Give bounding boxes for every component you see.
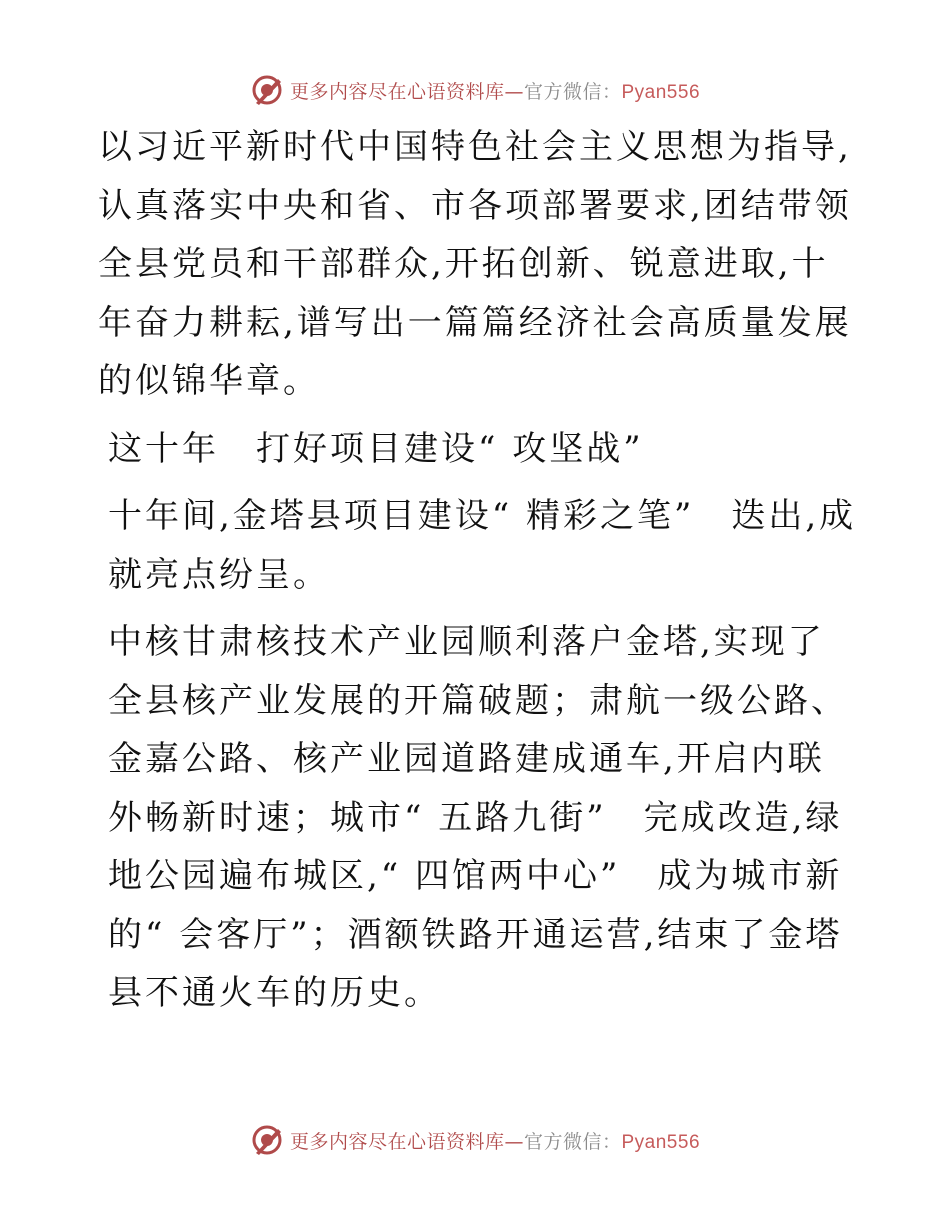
- header-watermark: [0, 70, 950, 110]
- section-heading: 这十年 打好项目建设“ 攻坚战”: [108, 428, 644, 469]
- paragraph-details: 中核甘肃核技术产业园顺利落户金塔,实现了全县核产业发展的开篇破题；肃航一级公路、金嘉公路、核产业园道路建成通车,开启内联外畅新时速；城市“ 五路九街” 完成改造,绿地公园遍布城区,“ 四馆两中心” 成为城市新的“ 会客厅”；酒额铁路开通运营,结束了金塔县不通火车的历史。: [108, 622, 848, 1013]
- document-body: [98, 118, 858, 1032]
- paragraph-summary: 十年间,金塔县项目建设“ 精彩之笔” 迭出,成就亮点纷呈。: [108, 496, 857, 595]
- watermark-text: 更多内容尽在心语资料库—官方微信：Pyan556: [289, 1130, 701, 1153]
- pen-circle-logo-icon: [250, 73, 284, 107]
- pen-circle-logo-icon: [250, 1123, 284, 1157]
- footer-watermark: [0, 1120, 950, 1160]
- paragraph-intro: 以习近平新时代中国特色社会主义思想为指导,认真落实中央和省、市各项部署要求,团结带领全县党员和干部群众,开拓创新、锐意进取,十年奋力耕耘,谱写出一篇篇经济社会高质量发展的似锦华章。: [98, 127, 852, 401]
- watermark-text: 更多内容尽在心语资料库—官方微信：Pyan556: [289, 80, 701, 103]
